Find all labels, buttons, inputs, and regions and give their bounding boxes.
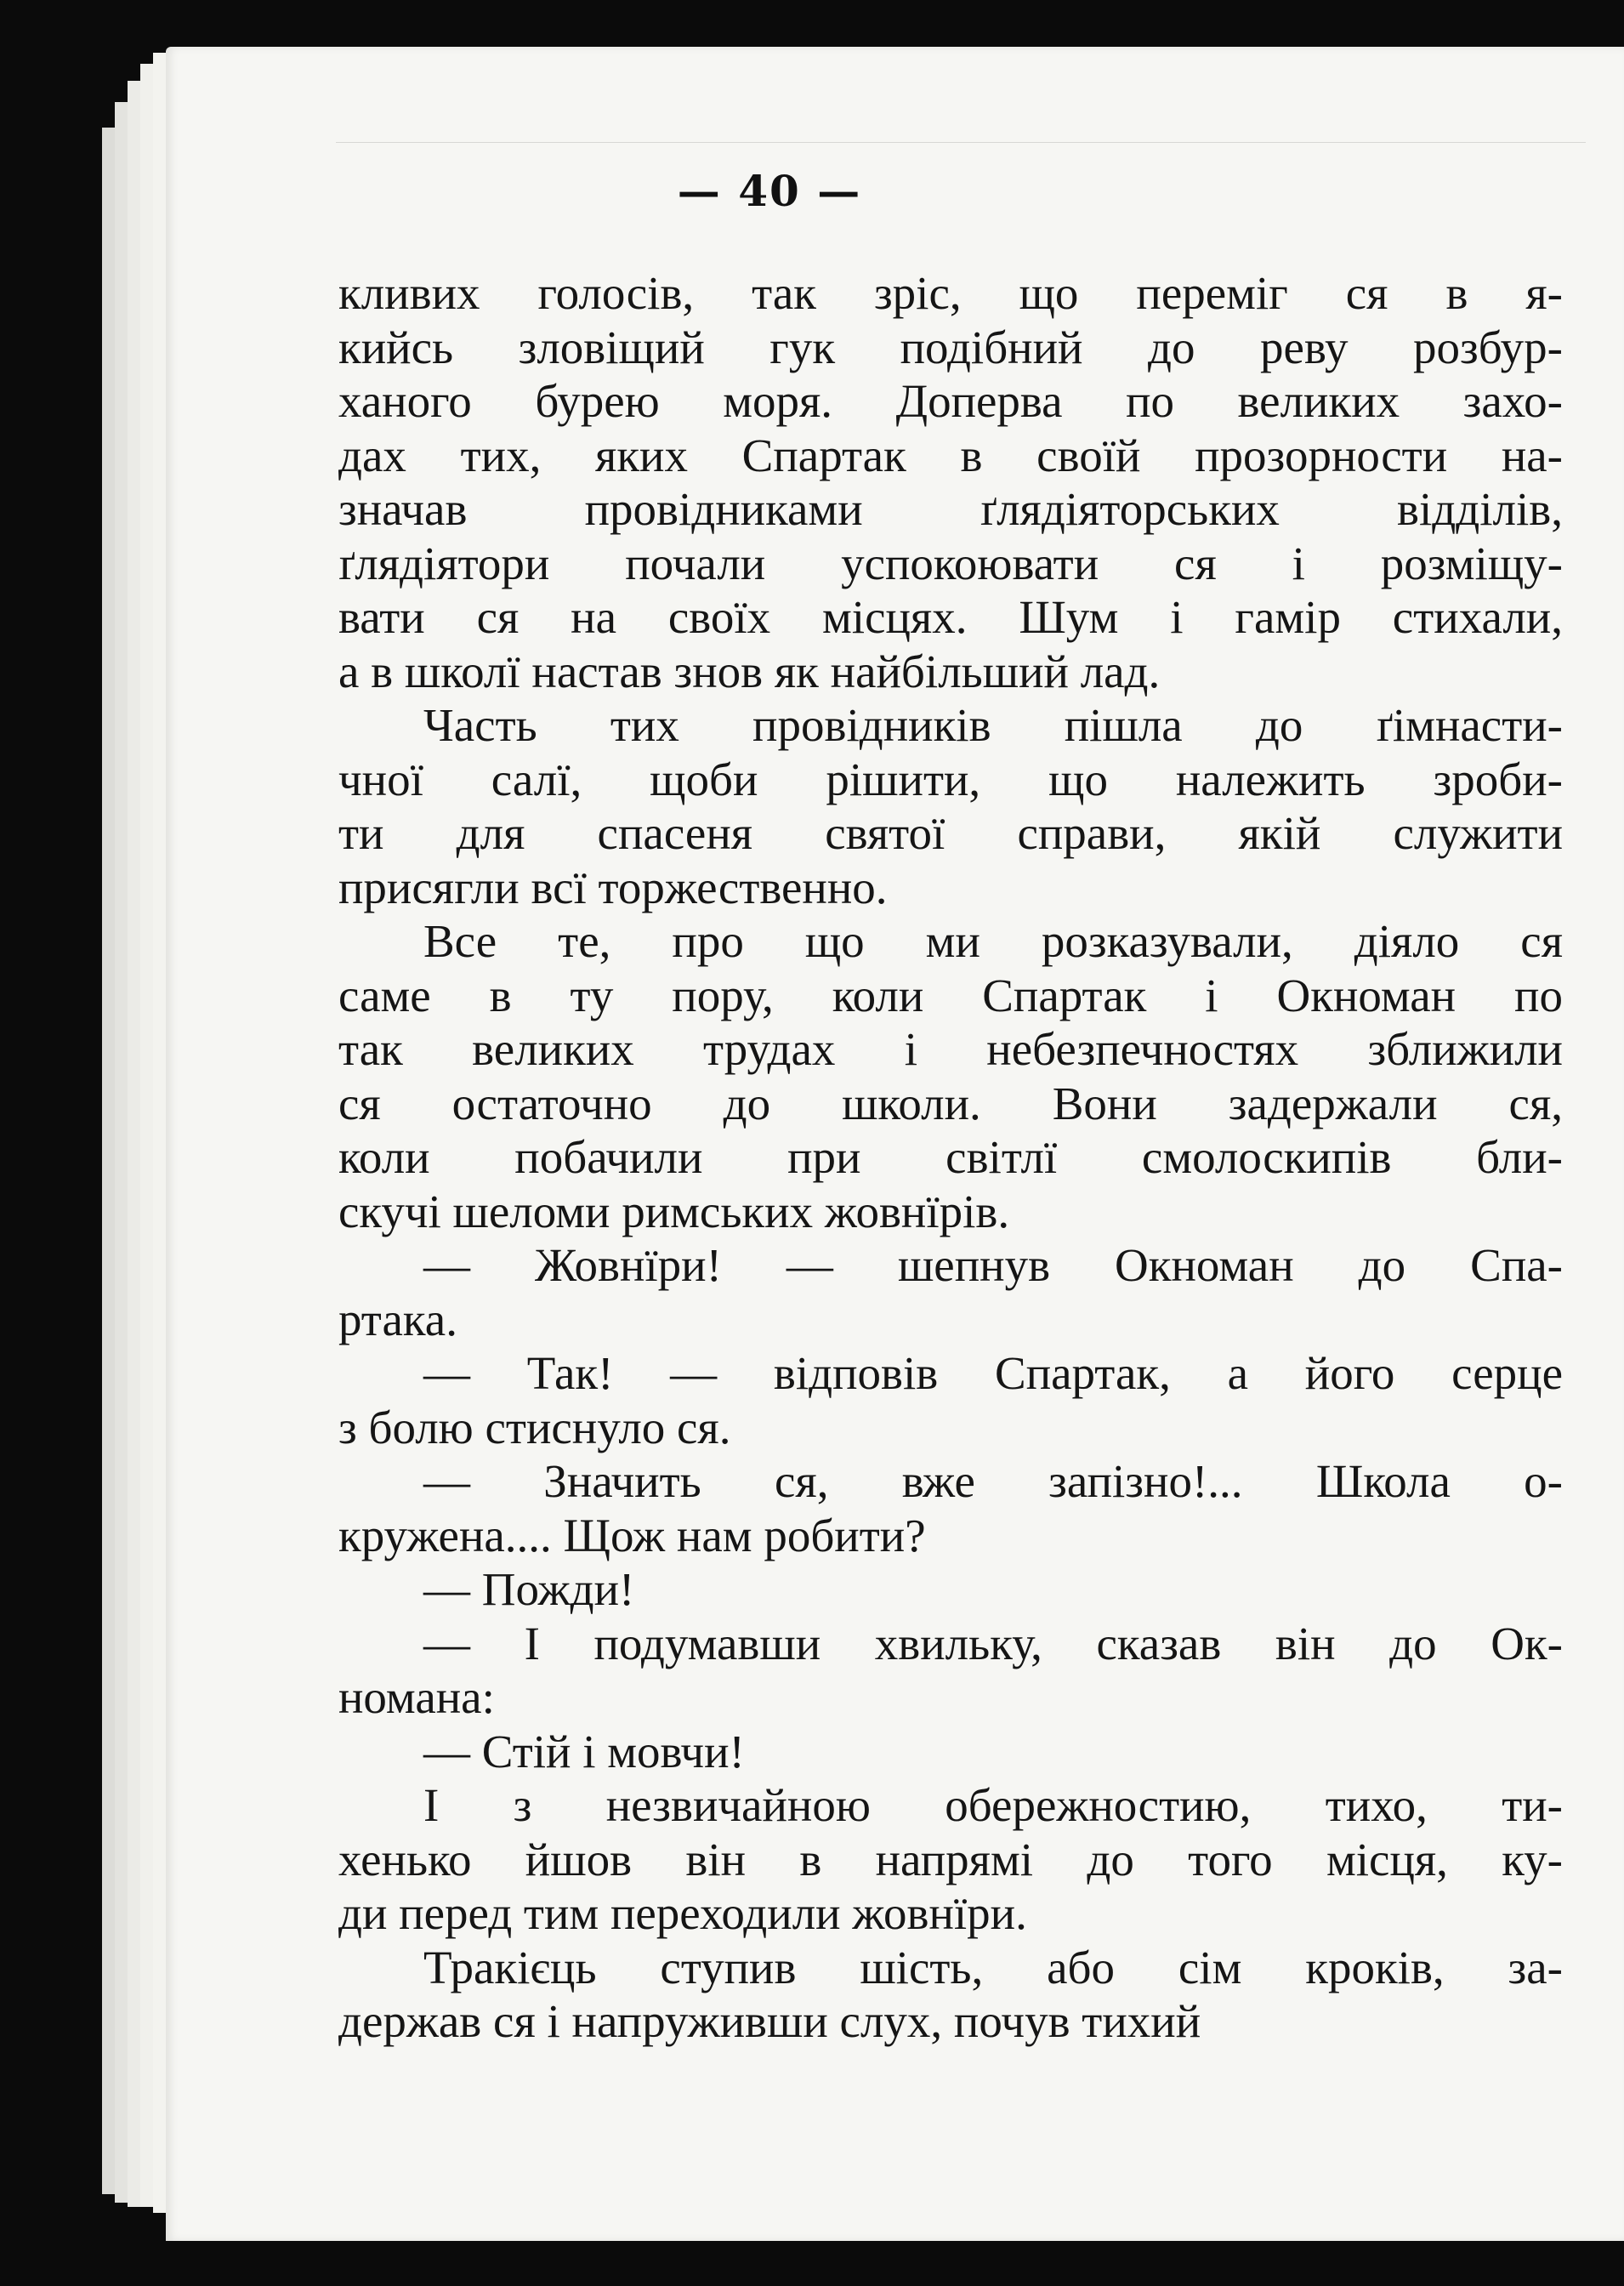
header-rule bbox=[336, 142, 1586, 143]
text-line: — Пожди! bbox=[423, 1563, 635, 1615]
text-line: кливих голосів, так зріс, що переміг ся в я- bbox=[338, 267, 1563, 319]
text-line: з болю стиснуло ся. bbox=[338, 1401, 731, 1453]
paragraph bbox=[338, 1238, 1563, 1346]
paragraph bbox=[338, 266, 1563, 698]
text-line: хенько йшов він в напрямі до того місця, ку- bbox=[338, 1833, 1563, 1885]
text-line: — І подумавши хвильку, сказав він до Ок- bbox=[423, 1617, 1563, 1669]
text-line: держав ся і напруживши слух, почув тихий bbox=[338, 1995, 1201, 2047]
text-line: Тракієць ступив шість, або сім кроків, за- bbox=[423, 1941, 1563, 1993]
text-line: саме в ту пору, коли Спартак і Окноман по bbox=[338, 969, 1563, 1021]
text-line: скучі шеломи римських жовнїрів. bbox=[338, 1185, 1010, 1237]
text-line: присягли всї торжественно. bbox=[338, 861, 888, 913]
text-line: дах тих, яких Спартак в своїй прозорности на- bbox=[338, 429, 1563, 481]
text-line: кружена.... Щож нам робити? bbox=[338, 1509, 926, 1561]
text-line: вати ся на своїх місцях. Шум і гамір стихали, bbox=[338, 591, 1563, 643]
text-line: ханого бурею моря. Доперва по великих захо- bbox=[338, 375, 1563, 427]
paragraph bbox=[338, 914, 1563, 1238]
text-line: а в школї настав знов як найбільший лад. bbox=[338, 645, 1161, 697]
text-line: І з незвичайною обережностию, тихо, ти- bbox=[423, 1779, 1563, 1831]
text-line: ґлядіятори почали успокоювати ся і розміщу- bbox=[338, 537, 1563, 589]
page-body-text bbox=[338, 266, 1563, 2049]
text-line: — Так! — відповів Спартак, а його серце bbox=[423, 1347, 1563, 1399]
paragraph bbox=[338, 1562, 1563, 1617]
text-line: значав провідниками ґлядіяторських відділів, bbox=[338, 483, 1563, 535]
paragraph bbox=[338, 1941, 1563, 2049]
text-line: номана: bbox=[338, 1671, 495, 1723]
paragraph bbox=[338, 1617, 1563, 1725]
text-line: ртака. bbox=[338, 1293, 457, 1345]
paragraph bbox=[338, 1778, 1563, 1941]
paragraph bbox=[338, 1454, 1563, 1562]
text-line: — Значить ся, вже запізно!... Школа о- bbox=[423, 1455, 1563, 1507]
text-line: ти для спасеня святої справи, якій служити bbox=[338, 807, 1563, 859]
text-line: — Жовнїри! — шепнув Окноман до Спа- bbox=[423, 1239, 1563, 1291]
paragraph bbox=[338, 698, 1563, 914]
text-line: так великих трудах і небезпечностях зближили bbox=[338, 1023, 1563, 1075]
text-line: чної салї, щоби рішити, що належить зроби- bbox=[338, 753, 1563, 805]
text-line: ди перед тим переходили жовнїри. bbox=[338, 1887, 1027, 1939]
text-line: ся остаточно до школи. Вони задержали ся, bbox=[338, 1077, 1563, 1129]
text-line: Все те, про що ми розказували, діяло ся bbox=[423, 915, 1563, 967]
paragraph bbox=[338, 1346, 1563, 1454]
paragraph bbox=[338, 1725, 1563, 1779]
text-line: — Стій і мовчи! bbox=[423, 1725, 745, 1777]
text-line: Часть тих провідників пішла до ґімнасти- bbox=[423, 699, 1563, 751]
text-line: кийсь зловіщий гук подібний до реву розбур- bbox=[338, 321, 1563, 373]
book-page bbox=[166, 47, 1624, 2241]
text-line: коли побачили при світлї смолоскипів бли- bbox=[338, 1131, 1563, 1183]
page-number: — 40 — bbox=[677, 166, 862, 216]
